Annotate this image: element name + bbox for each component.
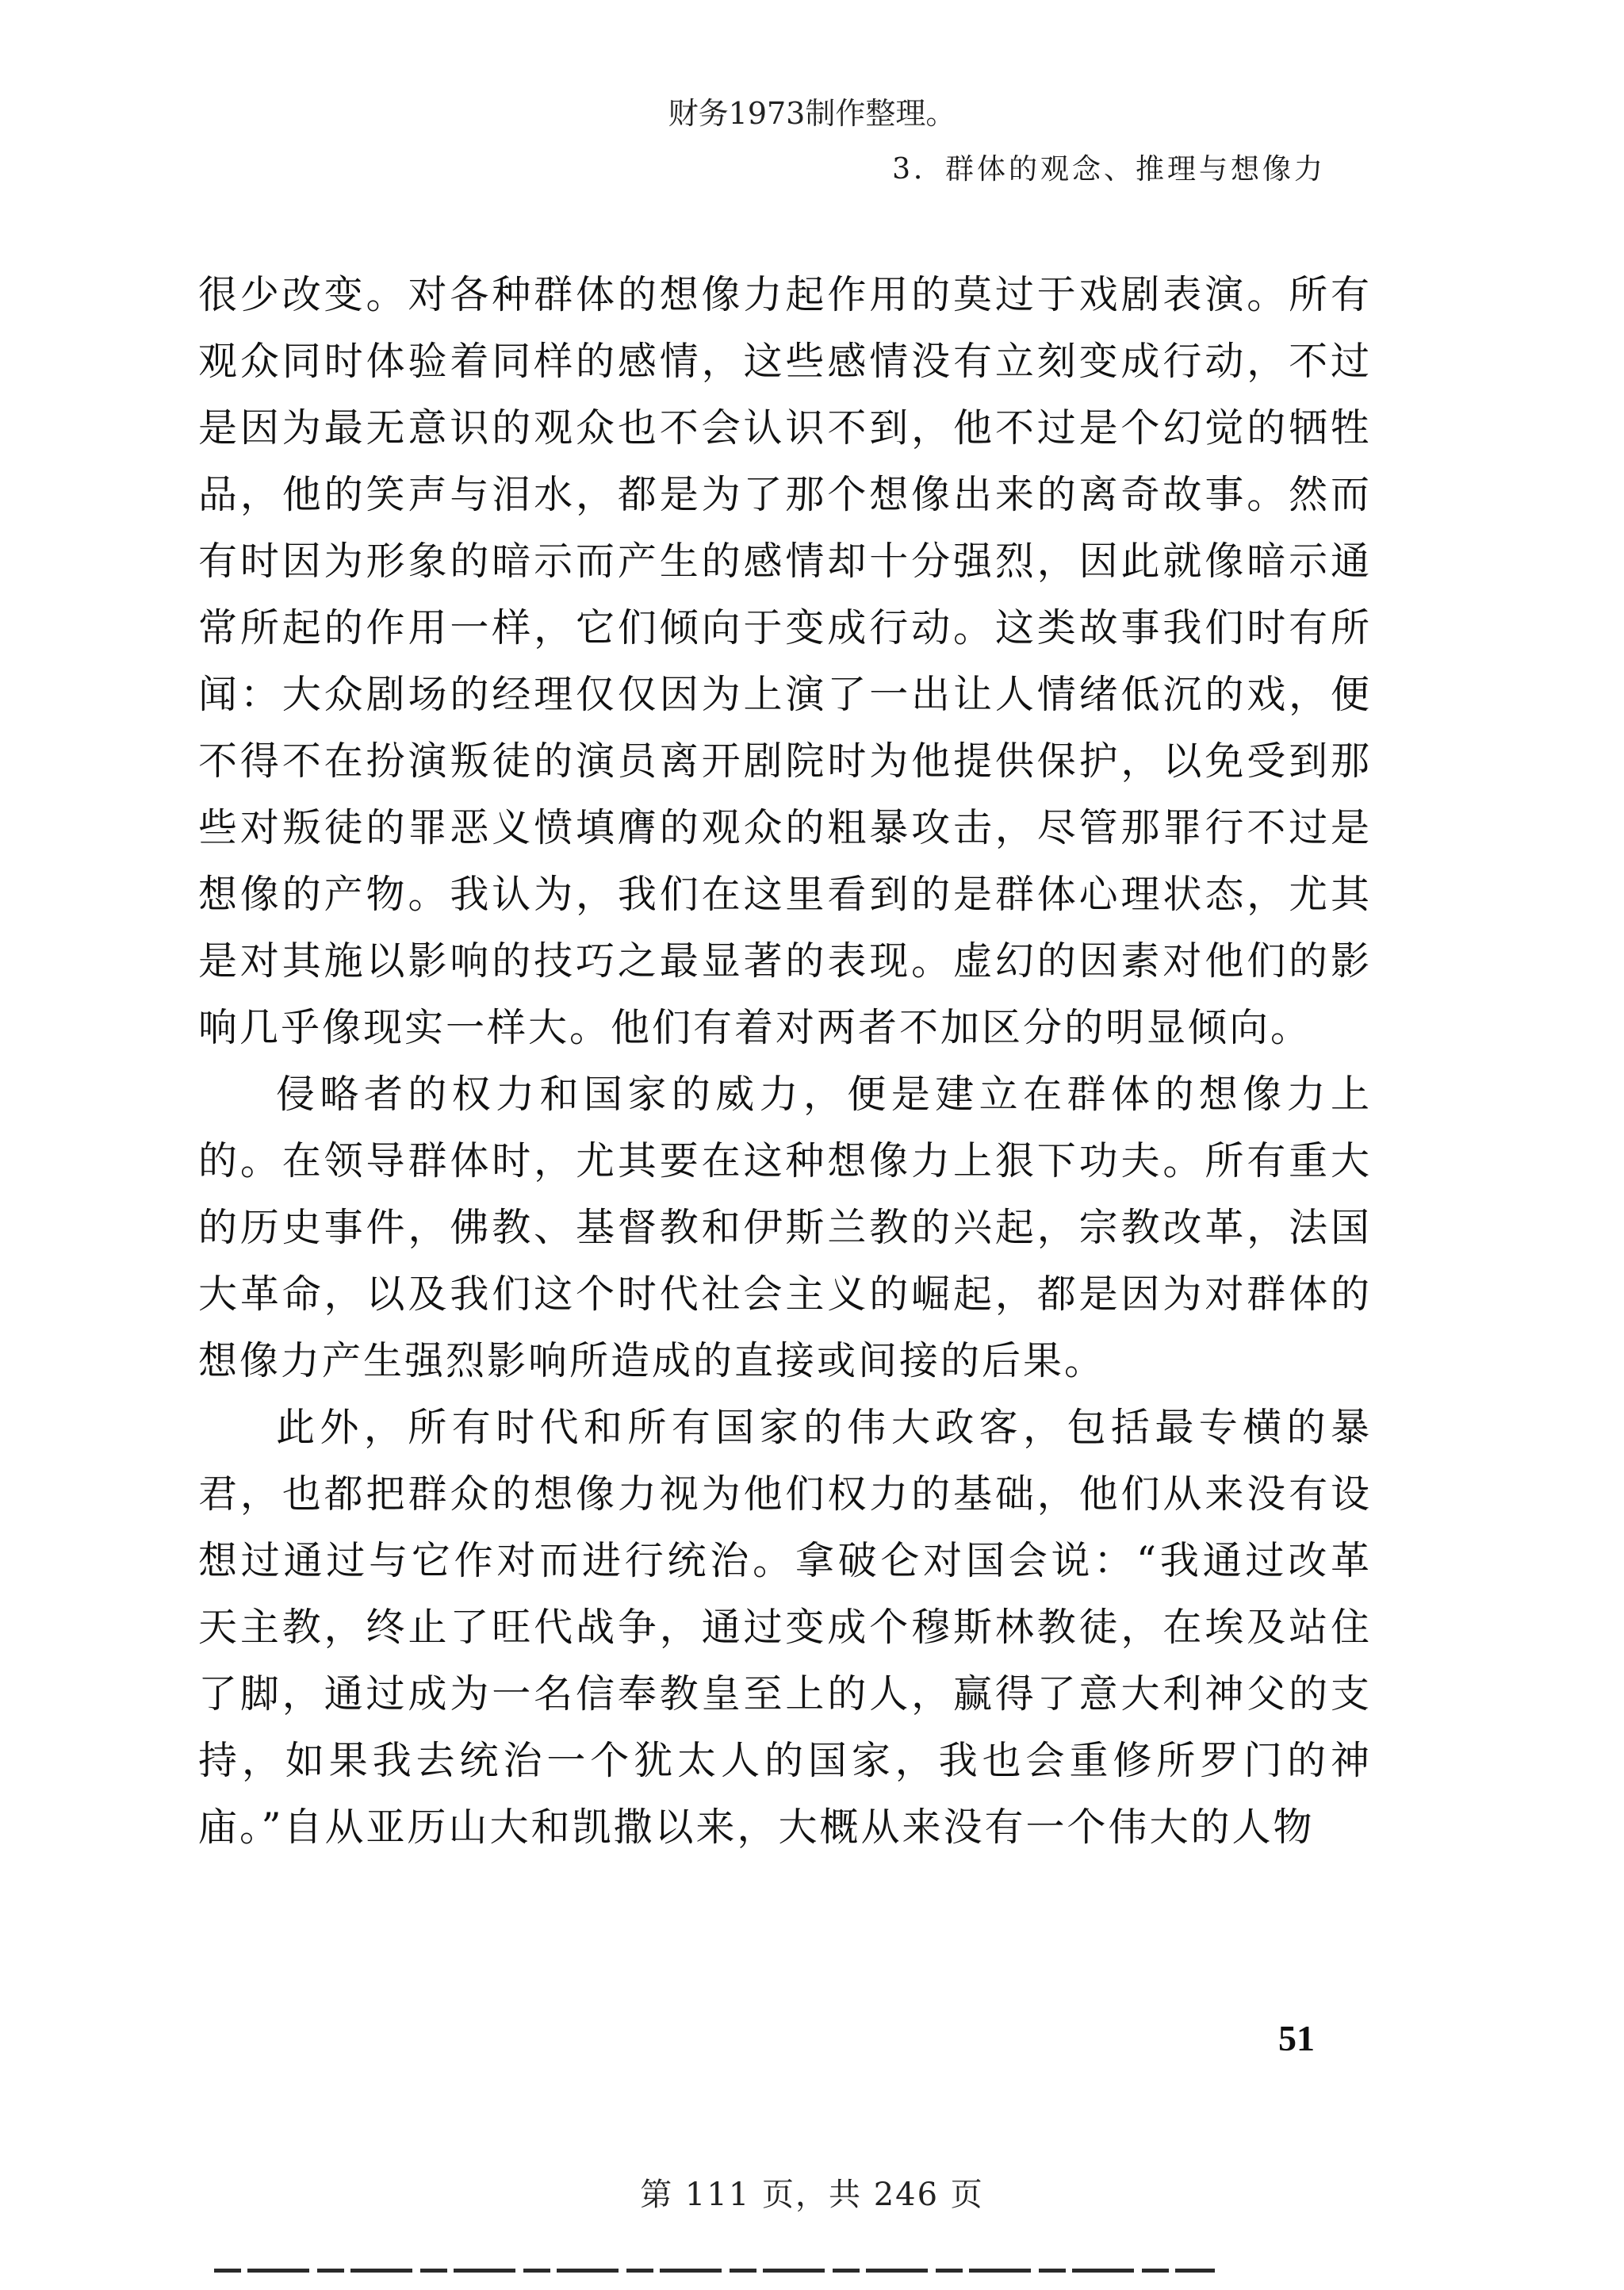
page-number: 51 <box>1278 2018 1315 2058</box>
paragraph: 很少改变。对各种群体的想像力起作用的莫过于戏剧表演。所有观众同时体验着同样的感情，这些感情没有立刻变成行动，不过是因为最无意识的观众也不会认识不到，他不过是个幻觉的牺牲品，他的笑声与泪水，都是为了那个想像出来的离奇故事。然而有时因为形象的暗示而产生的感情却十分强烈，因此就像暗示通常所起的作用一样，它们倾向于变成行动。这类故事我们时有所闻：大众剧场的经理仅仅因为上演了一出让人情绪低沉的戏，便不得不在扮演叛徒的演员离开剧院时为他提供保护，以免受到那些对叛徒的罪恶义愤填膺的观众的粗暴攻击，尽管那罪行不过是想像的产物。我认为，我们在这里看到的是群体心理状态，尤其是对其施以影响的技巧之最显著的表现。虚幻的因素对他们的影响几乎像现实一样大。他们有着对两者不加区分的明显倾向。 <box>198 272 1372 1050</box>
page-footer: 第 111 页，共 246 页 <box>640 2177 984 2213</box>
watermark-text: 财务1973制作整理。 <box>668 96 956 131</box>
paragraph: 此外，所有时代和所有国家的伟大政客，包括最专横的暴君，也都把群众的想像力视为他们权力的基础，他们从来没有设想过通过与它作对而进行统治。拿破仑对国会说：“我通过改革天主教，终止了旺代战争，通过变成个穆斯林教徒，在埃及站住了脚，通过成为一名信奉教皇至上的人，赢得了意大利神父的支持，如果我去统治一个犹太人的国家，我也会重修所罗门的神庙。”自从亚历山大和凯撒以来，大概从来没有一个伟大的人物 <box>198 1405 1372 1850</box>
paragraph: 侵略者的权力和国家的威力，便是建立在群体的想像力上的。在领导群体时，尤其要在这种想像力上狠下功夫。所有重大的历史事件，佛教、基督教和伊斯兰教的兴起，宗教改革，法国大革命，以及我们这个时代社会主义的崛起，都是因为对群体的想像力产生强烈影响所造成的直接或间接的后果。 <box>198 1072 1372 1383</box>
body-text <box>198 262 1372 1861</box>
running-header: 3．群体的观念、推理与想像力 <box>892 153 1326 186</box>
scan-artifact-line <box>214 2269 1215 2273</box>
